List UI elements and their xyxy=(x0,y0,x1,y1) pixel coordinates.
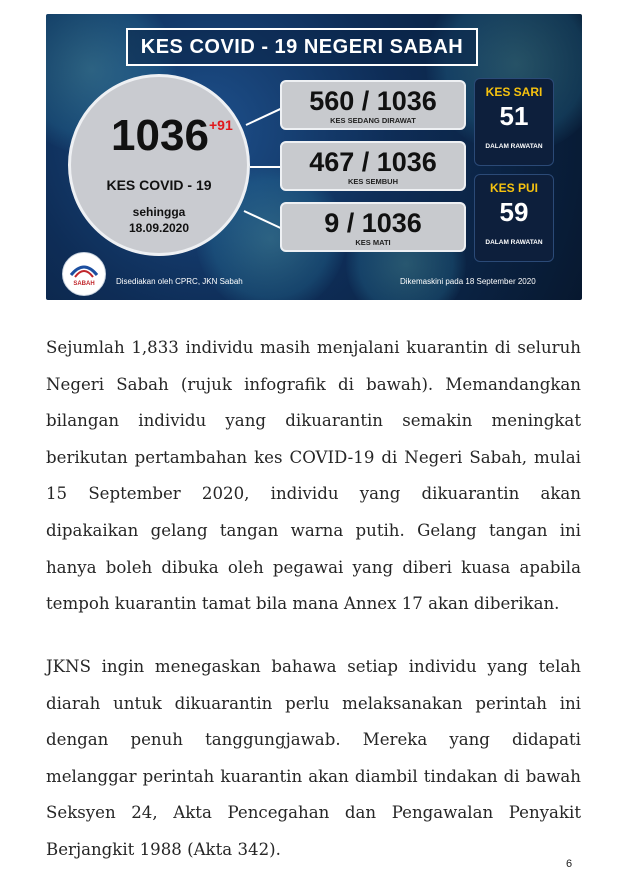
stat-box-deaths xyxy=(280,202,466,252)
side-title: KES PUI xyxy=(489,181,538,195)
paragraph-enforcement: JKNS ingin menegaskan bahawa setiap individu yang telah diarah untuk dikuarantin perlu melaksanakan perintah ini dengan penuh tanggungjawab. Mereka yang didapati melanggar perintah kuarantin akan diambil tindakan di bawah Seksyen 24, Akta Pencegahan dan Pengawalan Penyakit Berjangkit 1988 (Akta 342). xyxy=(46,657,581,859)
connector-line xyxy=(250,166,282,168)
stat-label: KES SEDANG DIRAWAT xyxy=(330,116,416,125)
side-box-sari xyxy=(474,78,554,166)
side-box-pui xyxy=(474,174,554,262)
logo-text: SABAH xyxy=(73,281,95,287)
stat-label: KES SEMBUH xyxy=(347,177,398,186)
side-label: DALAM RAWATAN xyxy=(485,143,543,150)
side-value: 51 xyxy=(499,101,529,131)
jkn-sabah-logo xyxy=(62,252,106,296)
page-number: 6 xyxy=(566,858,573,870)
stat-value: 467 / 1036 xyxy=(309,147,437,177)
total-cases-label: KES COVID - 19 xyxy=(106,177,212,193)
stat-label: KES MATI xyxy=(355,238,391,247)
stat-box-treated xyxy=(280,80,466,130)
total-cases-increase: +91 xyxy=(209,117,233,133)
paragraph-quarantine: Sejumlah 1,833 individu masih menjalani kuarantin di seluruh Negeri Sabah (rujuk infografik di bawah). Memandangkan bilangan individu yang dikuarantin semakin meningkat berikutan pertambahan kes COVID-19 di Negeri Sabah, mulai 15 September 2020, individu yang dikuarantin akan dipakaikan gelang tangan warna putih. Gelang tangan ini hanya boleh dibuka oleh pegawai yang diberi kuasa apabila tempoh kuarantin tamat bila mana Annex 17 akan diberikan. xyxy=(46,338,581,614)
total-cases-value: 1036 xyxy=(111,111,209,160)
stat-box-recovered xyxy=(280,141,466,191)
side-label: DALAM RAWATAN xyxy=(485,239,543,246)
covid-infographic xyxy=(46,14,582,300)
side-value: 59 xyxy=(499,197,529,227)
total-cases-circle xyxy=(68,74,250,256)
total-cases-date: 18.09.2020 xyxy=(128,221,190,235)
stat-value: 560 / 1036 xyxy=(309,86,437,116)
connector-line xyxy=(246,108,281,126)
side-title: KES SARI xyxy=(485,85,543,99)
infographic-title-box xyxy=(126,28,478,66)
until-label: sehingga xyxy=(132,205,186,219)
updated-date: Dikemaskini pada 18 September 2020 xyxy=(400,277,536,286)
stat-value: 9 / 1036 xyxy=(324,208,422,238)
prepared-by: Disediakan oleh CPRC, JKN Sabah xyxy=(116,277,243,286)
infographic-title: KES COVID - 19 NEGERI SABAH xyxy=(140,35,464,58)
